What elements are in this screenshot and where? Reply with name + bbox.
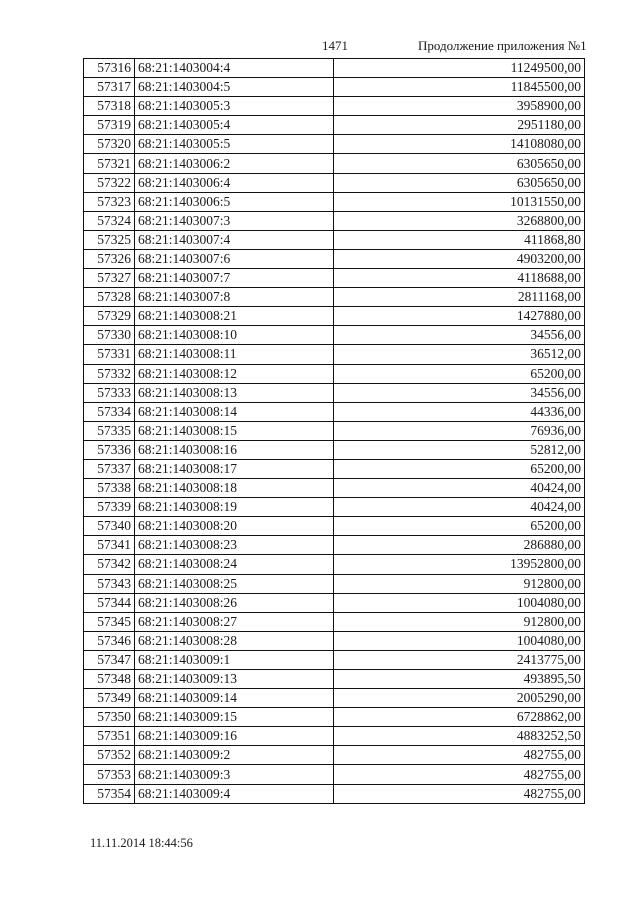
cadastral-number-cell: 68:21:1403008:13 <box>135 383 334 402</box>
table-body <box>84 59 585 804</box>
cadastral-value-cell: 40424,00 <box>334 498 585 517</box>
table-row <box>84 631 585 650</box>
table-row <box>84 59 585 78</box>
cadastral-number-cell: 68:21:1403005:5 <box>135 135 334 154</box>
table-row <box>84 574 585 593</box>
cadastral-value-cell: 65200,00 <box>334 459 585 478</box>
row-number-cell: 57322 <box>84 173 135 192</box>
row-number-cell: 57331 <box>84 345 135 364</box>
table-row <box>84 670 585 689</box>
cadastral-value-cell: 14108080,00 <box>334 135 585 154</box>
row-number-cell: 57347 <box>84 650 135 669</box>
row-number-cell: 57330 <box>84 326 135 345</box>
cadastral-value-cell: 482755,00 <box>334 765 585 784</box>
table-row <box>84 326 585 345</box>
table-row <box>84 593 585 612</box>
cadastral-value-cell: 482755,00 <box>334 784 585 803</box>
cadastral-number-cell: 68:21:1403008:20 <box>135 517 334 536</box>
row-number-cell: 57339 <box>84 498 135 517</box>
cadastral-value-cell: 40424,00 <box>334 479 585 498</box>
row-number-cell: 57329 <box>84 307 135 326</box>
table-row <box>84 727 585 746</box>
cadastral-value-cell: 286880,00 <box>334 536 585 555</box>
cadastral-number-cell: 68:21:1403007:7 <box>135 269 334 288</box>
row-number-cell: 57318 <box>84 97 135 116</box>
cadastral-number-cell: 68:21:1403008:16 <box>135 440 334 459</box>
cadastral-value-cell: 482755,00 <box>334 746 585 765</box>
row-number-cell: 57349 <box>84 689 135 708</box>
cadastral-number-cell: 68:21:1403009:2 <box>135 746 334 765</box>
row-number-cell: 57320 <box>84 135 135 154</box>
table-row <box>84 421 585 440</box>
table-row <box>84 154 585 173</box>
cadastral-value-cell: 6305650,00 <box>334 154 585 173</box>
table-row <box>84 116 585 135</box>
cadastral-value-cell: 6305650,00 <box>334 173 585 192</box>
cadastral-value-cell: 4118688,00 <box>334 269 585 288</box>
cadastral-value-cell: 76936,00 <box>334 421 585 440</box>
cadastral-value-cell: 52812,00 <box>334 440 585 459</box>
page-number: 1471 <box>322 38 348 53</box>
row-number-cell: 57338 <box>84 479 135 498</box>
cadastral-value-cell: 1004080,00 <box>334 631 585 650</box>
cadastral-value-cell: 912800,00 <box>334 612 585 631</box>
table-row <box>84 269 585 288</box>
table-row <box>84 479 585 498</box>
row-number-cell: 57319 <box>84 116 135 135</box>
row-number-cell: 57342 <box>84 555 135 574</box>
cadastral-number-cell: 68:21:1403008:28 <box>135 631 334 650</box>
table-row <box>84 765 585 784</box>
cadastral-number-cell: 68:21:1403008:18 <box>135 479 334 498</box>
table-row <box>84 440 585 459</box>
print-timestamp: 11.11.2014 18:44:56 <box>90 836 193 850</box>
cadastral-number-cell: 68:21:1403008:26 <box>135 593 334 612</box>
cadastral-number-cell: 68:21:1403009:15 <box>135 708 334 727</box>
cadastral-number-cell: 68:21:1403009:1 <box>135 650 334 669</box>
table-row <box>84 78 585 97</box>
table-row <box>84 307 585 326</box>
table-row <box>84 383 585 402</box>
table-row <box>84 173 585 192</box>
cadastral-number-cell: 68:21:1403006:4 <box>135 173 334 192</box>
row-number-cell: 57317 <box>84 78 135 97</box>
row-number-cell: 57324 <box>84 211 135 230</box>
cadastral-number-cell: 68:21:1403008:11 <box>135 345 334 364</box>
table-row <box>84 402 585 421</box>
cadastral-number-cell: 68:21:1403007:6 <box>135 249 334 268</box>
row-number-cell: 57340 <box>84 517 135 536</box>
cadastral-number-cell: 68:21:1403009:3 <box>135 765 334 784</box>
cadastral-value-cell: 13952800,00 <box>334 555 585 574</box>
row-number-cell: 57321 <box>84 154 135 173</box>
cadastral-value-cell: 3958900,00 <box>334 97 585 116</box>
cadastral-value-cell: 34556,00 <box>334 383 585 402</box>
table-row <box>84 249 585 268</box>
cadastral-value-cell: 36512,00 <box>334 345 585 364</box>
row-number-cell: 57352 <box>84 746 135 765</box>
cadastral-value-cell: 6728862,00 <box>334 708 585 727</box>
table-row <box>84 498 585 517</box>
row-number-cell: 57325 <box>84 230 135 249</box>
cadastral-value-cell: 4883252,50 <box>334 727 585 746</box>
table-row <box>84 784 585 803</box>
cadastral-number-cell: 68:21:1403008:27 <box>135 612 334 631</box>
row-number-cell: 57343 <box>84 574 135 593</box>
table-row <box>84 555 585 574</box>
cadastral-value-cell: 912800,00 <box>334 574 585 593</box>
row-number-cell: 57346 <box>84 631 135 650</box>
appendix-title: Продолжение приложения №1 <box>418 38 587 53</box>
table-row <box>84 650 585 669</box>
cadastral-number-cell: 68:21:1403007:4 <box>135 230 334 249</box>
cadastral-number-cell: 68:21:1403009:4 <box>135 784 334 803</box>
table-row <box>84 536 585 555</box>
row-number-cell: 57323 <box>84 192 135 211</box>
row-number-cell: 57348 <box>84 670 135 689</box>
cadastral-number-cell: 68:21:1403008:17 <box>135 459 334 478</box>
cadastral-value-cell: 11249500,00 <box>334 59 585 78</box>
table-row <box>84 459 585 478</box>
table-row <box>84 135 585 154</box>
cadastral-value-cell: 1427880,00 <box>334 307 585 326</box>
cadastral-value-cell: 4903200,00 <box>334 249 585 268</box>
cadastral-number-cell: 68:21:1403008:25 <box>135 574 334 593</box>
row-number-cell: 57326 <box>84 249 135 268</box>
cadastral-number-cell: 68:21:1403006:5 <box>135 192 334 211</box>
cadastral-number-cell: 68:21:1403008:21 <box>135 307 334 326</box>
cadastral-value-cell: 3268800,00 <box>334 211 585 230</box>
cadastral-number-cell: 68:21:1403004:5 <box>135 78 334 97</box>
row-number-cell: 57334 <box>84 402 135 421</box>
table-row <box>84 345 585 364</box>
cadastral-number-cell: 68:21:1403004:4 <box>135 59 334 78</box>
cadastral-number-cell: 68:21:1403005:4 <box>135 116 334 135</box>
cadastral-number-cell: 68:21:1403008:15 <box>135 421 334 440</box>
cadastral-value-cell: 1004080,00 <box>334 593 585 612</box>
cadastral-value-cell: 2413775,00 <box>334 650 585 669</box>
row-number-cell: 57316 <box>84 59 135 78</box>
cadastral-number-cell: 68:21:1403008:14 <box>135 402 334 421</box>
table-row <box>84 517 585 536</box>
row-number-cell: 57328 <box>84 288 135 307</box>
row-number-cell: 57337 <box>84 459 135 478</box>
row-number-cell: 57332 <box>84 364 135 383</box>
table-row <box>84 364 585 383</box>
row-number-cell: 57335 <box>84 421 135 440</box>
cadastral-number-cell: 68:21:1403007:3 <box>135 211 334 230</box>
row-number-cell: 57345 <box>84 612 135 631</box>
row-number-cell: 57333 <box>84 383 135 402</box>
cadastral-value-cell: 2951180,00 <box>334 116 585 135</box>
row-number-cell: 57350 <box>84 708 135 727</box>
cadastral-value-cell: 2811168,00 <box>334 288 585 307</box>
cadastral-number-cell: 68:21:1403009:14 <box>135 689 334 708</box>
cadastral-number-cell: 68:21:1403006:2 <box>135 154 334 173</box>
cadastral-number-cell: 68:21:1403008:10 <box>135 326 334 345</box>
table-row <box>84 689 585 708</box>
cadastral-value-cell: 44336,00 <box>334 402 585 421</box>
row-number-cell: 57353 <box>84 765 135 784</box>
cadastral-value-cell: 11845500,00 <box>334 78 585 97</box>
cadastral-number-cell: 68:21:1403008:24 <box>135 555 334 574</box>
table-row <box>84 97 585 116</box>
table-row <box>84 192 585 211</box>
table-row <box>84 288 585 307</box>
row-number-cell: 57354 <box>84 784 135 803</box>
row-number-cell: 57351 <box>84 727 135 746</box>
cadastral-number-cell: 68:21:1403007:8 <box>135 288 334 307</box>
cadastral-number-cell: 68:21:1403009:13 <box>135 670 334 689</box>
row-number-cell: 57341 <box>84 536 135 555</box>
cadastral-number-cell: 68:21:1403005:3 <box>135 97 334 116</box>
cadastre-value-table <box>83 58 585 804</box>
cadastral-value-cell: 493895,50 <box>334 670 585 689</box>
cadastral-value-cell: 65200,00 <box>334 364 585 383</box>
cadastral-value-cell: 65200,00 <box>334 517 585 536</box>
cadastral-number-cell: 68:21:1403008:23 <box>135 536 334 555</box>
cadastral-number-cell: 68:21:1403008:19 <box>135 498 334 517</box>
cadastral-value-cell: 10131550,00 <box>334 192 585 211</box>
table-row <box>84 612 585 631</box>
cadastral-number-cell: 68:21:1403009:16 <box>135 727 334 746</box>
cadastral-value-cell: 34556,00 <box>334 326 585 345</box>
cadastral-value-cell: 2005290,00 <box>334 689 585 708</box>
row-number-cell: 57336 <box>84 440 135 459</box>
cadastral-number-cell: 68:21:1403008:12 <box>135 364 334 383</box>
cadastral-value-cell: 411868,80 <box>334 230 585 249</box>
table-row <box>84 230 585 249</box>
row-number-cell: 57344 <box>84 593 135 612</box>
table-row <box>84 708 585 727</box>
table-row <box>84 211 585 230</box>
table-row <box>84 746 585 765</box>
row-number-cell: 57327 <box>84 269 135 288</box>
